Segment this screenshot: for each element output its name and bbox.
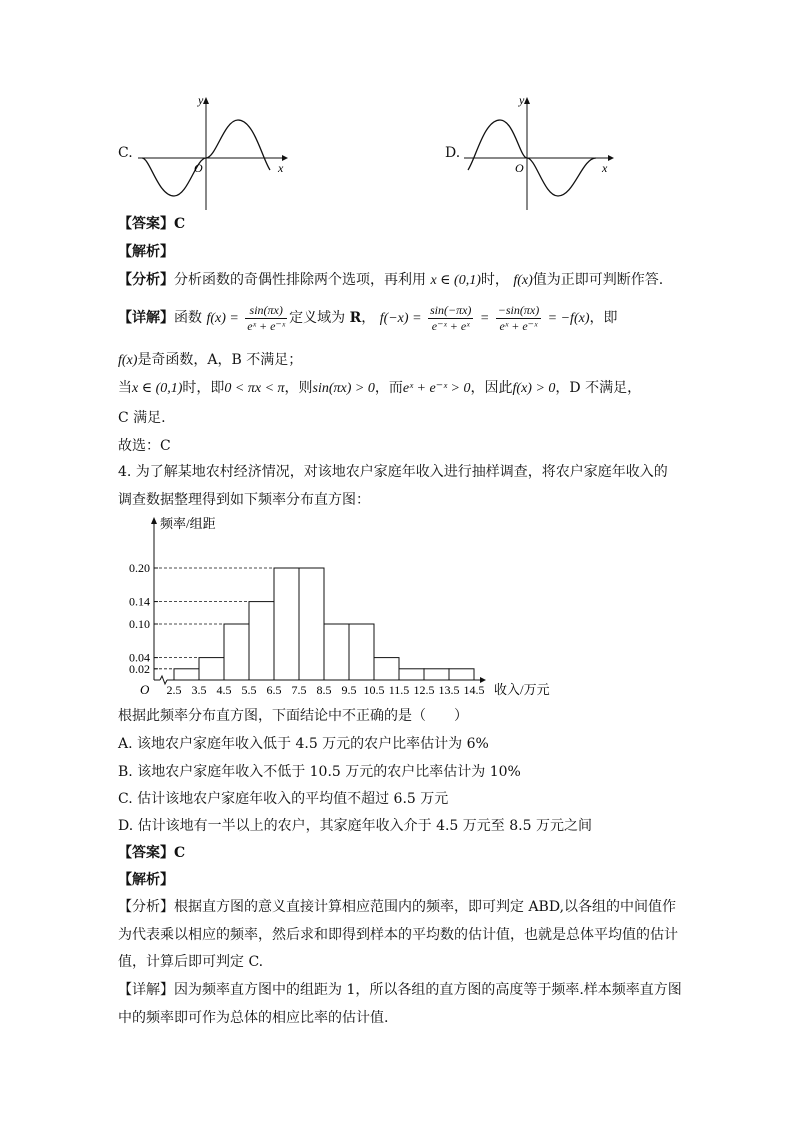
x-tick-label: 4.5 [216,683,232,697]
x-tick-label: 7.5 [291,683,307,697]
q3-line3-c: ，则 [284,380,313,396]
x-tick-label: 2.5 [166,683,182,697]
y-tick-label: 0.04 [129,650,150,665]
graph-c-x-label: x [278,161,284,175]
q4-question: 根据此频率分布直方图，下面结论中不正确的是（ ） [118,708,468,724]
x-tick-label: 12.5 [413,683,435,697]
histogram-bar [399,669,424,680]
x-tick-label: 6.5 [266,683,282,697]
q3-detail-eq: = [479,311,490,326]
histogram-bar [249,602,274,680]
histogram-bar [199,658,224,680]
q3-answer: 【答案】C [118,216,186,232]
q3-choice: 故选：C [118,438,171,454]
histogram-bar [349,624,374,680]
q3-line3 [118,378,641,399]
x-tick-label: 13.5 [438,683,460,697]
q3-line3-m5: f(x) > 0 [512,381,556,396]
q3-detail-fx: f(x) = [206,311,239,326]
histogram-bar [299,568,324,680]
graph-d [464,92,614,212]
graph-d-y-label: y [519,93,525,107]
q3-line3-m2: 0 < πx < π [224,381,285,396]
x-tick-label: 10.5 [363,683,385,697]
q3-line3-e: ，因此 [470,380,513,396]
q3-detail-comma: ， [361,310,376,326]
y-tick-label: 0.14 [129,594,150,609]
q4-option-d: D. 估计该地有一半以上的农户，其家庭年收入介于 4.5 万元至 8.5 万元之间 [118,818,592,834]
histogram-bar [324,624,349,680]
histogram-bar [224,624,249,680]
q4-fenxi-1: 【分析】根据直方图的意义直接计算相应范围内的频率，即可判定 ABD,以各组的中间值作 [118,899,677,915]
y-tick-label: 0.02 [129,661,150,676]
q4-fenxi-2: 为代表乘以相应的频率，然后求和即得到样本的平均数的估计值，也就是总体平均值的估计 [118,927,678,943]
q3-detail-tag: 【详解】 [118,310,174,326]
graph-d-origin: O [515,161,524,175]
q3-fenxi-text-b: 时， [480,272,509,288]
histogram-bar [274,568,299,680]
q4-stem-2: 调查数据整理得到如下频率分布直方图： [118,492,370,508]
q4-stem-1: 4. 为了解某地农村经济情况，对该地农户家庭年收入进行抽样调查，将农户家庭年收入的 [118,464,668,480]
q3-line3-m4: eˣ + e⁻ˣ > 0 [402,381,471,396]
y-tick-label: 0.10 [129,617,150,631]
q3-line3-m3: sin(πx) > 0 [312,381,375,396]
y-tick-label: 0.20 [129,561,150,575]
q3-line3-m1: x ∈ (0,1) [132,381,183,396]
frac-1: $\frac{\sin(\pi x)}{\text{eˣ + e⁻ˣ}}$ [247,302,286,333]
q3-fenxi-tag: 【分析】 [118,272,174,288]
q3-detail-fnx: f(−x) = [379,311,422,326]
frac-3: $\frac{-\sin(\pi x)}{\text{eˣ + e⁻ˣ}}$ [497,302,540,333]
q4-option-b: B. 该地农户家庭年收入不低于 10.5 万元的农户比率估计为 10% [118,764,521,780]
q3-detail-R: R [349,310,362,326]
graph-c-y-label: y [198,93,204,107]
q3-fenxi-math: x ∈ (0,1) [430,273,481,288]
q4-answer: 【答案】C [118,845,186,861]
x-tick-label: 5.5 [241,683,257,697]
q3-detail-ji: ，即 [589,310,618,326]
x-tick-label: 11.5 [388,683,410,697]
q3-analysis-tag: 【解析】 [118,244,174,260]
q3-fenxi [118,270,663,291]
graph-c [138,92,288,212]
q3-detail [118,300,617,337]
q3-line4: C 满足. [118,410,166,426]
histogram-bar [424,669,449,680]
q4-option-c: C. 估计该地农户家庭年收入的平均值不超过 6.5 万元 [118,791,449,807]
x-tick-label: 8.5 [316,683,332,697]
q3-line3-a: 当 [118,380,132,396]
histogram-bar [374,658,399,680]
q3-detail-text: 函数 [174,310,202,326]
graph-c-label: C. [118,145,133,161]
q3-detail-end: = −f(x) [547,311,590,326]
q3-line3-f: ，D 不满足， [555,380,642,396]
y-axis-label: 频率/组距 [160,516,216,531]
histogram-bar [449,669,474,680]
q3-line2-text: 是奇函数，A，B 不满足； [137,352,303,368]
q4-fenxi-3: 值，计算后即可判定 C. [118,954,264,970]
frequency-histogram [112,512,572,702]
q3-fenxi-fx: f(x) [513,273,533,288]
x-tick-label: 3.5 [191,683,207,697]
x-tick-label: 14.5 [463,683,485,697]
graph-d-label: D. [445,145,461,161]
graph-c-origin: O [194,161,203,175]
frac-2: $\frac{\sin(-\pi x)}{\text{e⁻ˣ + eˣ}}$ [429,302,472,333]
graph-d-x-label: x [602,161,608,175]
origin-label: O [140,682,150,697]
q3-line3-b: 时，即 [182,380,225,396]
q3-fenxi-text: 分析函数的奇偶性排除两个选项，再利用 [174,272,426,288]
x-tick-label: 9.5 [341,683,357,697]
q3-detail-domain: 定义域为 [289,310,346,326]
q3-line2 [118,350,302,371]
q3-fenxi-text-c: 值为正即可判断作答. [532,272,664,288]
q4-detail-2: 中的频率即可作为总体的相应比率的估计值. [118,1010,389,1026]
q3-line3-d: ，而 [374,380,403,396]
histogram-bar [174,669,199,680]
q4-analysis-tag: 【解析】 [118,872,174,888]
x-axis-label: 收入/万元 [494,682,550,697]
y-axis-arrow [151,517,157,524]
q4-detail-1: 【详解】因为频率直方图中的组距为 1，所以各组的直方图的高度等于频率.样本频率直方图 [118,982,682,998]
q4-option-a: A. 该地农户家庭年收入低于 4.5 万元的农户比率估计为 6% [118,736,489,752]
q3-line2-fx: f(x) [118,353,138,368]
